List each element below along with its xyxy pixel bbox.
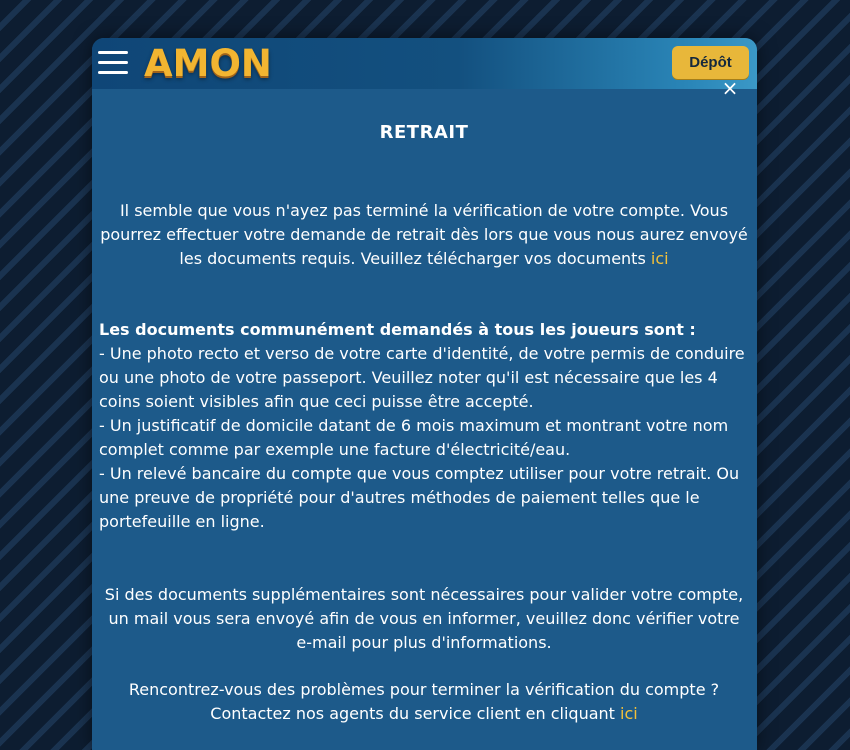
support-contact-text: Contactez nos agents du service client en cliquant bbox=[210, 704, 615, 723]
documents-heading: Les documents communément demandés à tous les joueurs sont : bbox=[99, 320, 696, 339]
additional-documents-message: Si des documents supplémentaires sont nécessaires pour valider votre compte, un mail vous sera envoyé afin de vous en informer, veuillez donc vérifier votre e-mail pour plus d'informations. bbox=[104, 585, 744, 652]
amon-logo[interactable]: AMON bbox=[144, 42, 272, 85]
upload-documents-link[interactable]: ici bbox=[650, 249, 669, 268]
page-title: RETRAIT bbox=[379, 122, 469, 143]
contact-support-link[interactable]: ici bbox=[620, 704, 638, 723]
deposit-button[interactable]: Dépôt bbox=[672, 46, 749, 79]
verification-message-text: Il semble que vous n'ayez pas terminé la vérification de votre compte. Vous pourrez effectuer votre demande de retrait dès lors que vous nous aurez envoyé les documents requis. Veuillez télécharger vos documents bbox=[100, 201, 748, 268]
verification-message bbox=[99, 199, 749, 271]
support-question: Rencontrez-vous des problèmes pour terminer la vérification du compte ? bbox=[128, 680, 720, 699]
required-documents bbox=[99, 318, 749, 534]
hamburger-menu-icon[interactable] bbox=[98, 51, 128, 75]
support-message bbox=[99, 678, 749, 726]
close-icon[interactable]: × bbox=[721, 81, 739, 95]
document-item-bank-statement: - Un relevé bancaire du compte que vous comptez utiliser pour votre retrait. Ou une preuve de propriété pour d'autres méthodes de paiement telles que le portefeuille en ligne. bbox=[99, 464, 740, 531]
document-item-address-proof: - Un justificatif de domicile datant de 6 mois maximum et montrant votre nom complet comme par exemple une facture d'électricité/eau. bbox=[99, 416, 729, 459]
document-item-id: - Une photo recto et verso de votre carte d'identité, de votre permis de conduire ou une photo de votre passeport. Veuillez noter qu'il est nécessaire que les 4 coins soient visibles afin que ceci puisse être accepté. bbox=[99, 344, 745, 411]
withdrawal-modal bbox=[92, 38, 757, 750]
top-header-bar bbox=[92, 38, 757, 89]
